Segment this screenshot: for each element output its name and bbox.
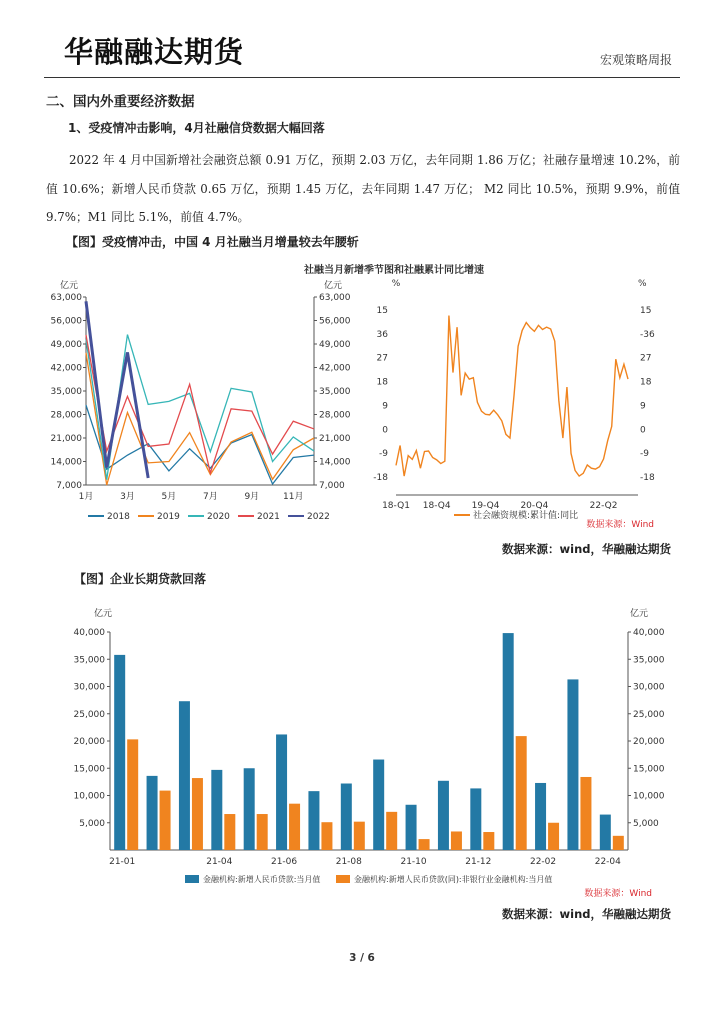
bar-left-tick-label: 40,000	[73, 628, 105, 638]
yoy-right-tick-label: 15	[640, 306, 652, 316]
legend-label-2018: 2018	[107, 512, 130, 522]
left-unit-label: 亿元	[59, 281, 78, 291]
bar-left-tick-label: 25,000	[73, 709, 105, 720]
x-tick-label: 9月	[244, 492, 260, 502]
bar-x-tick-label: 21-06	[270, 857, 298, 867]
figure2-source: 数据来源：wind，华融融达期货	[502, 907, 671, 921]
yoy-x-tick-label: 18-Q1	[382, 501, 410, 511]
right-tick-label: 49,000	[319, 340, 351, 350]
bar-blue	[341, 784, 352, 850]
bar-orange	[386, 812, 397, 850]
bar-right-tick-label: 30,000	[633, 682, 665, 693]
page-number: 3 / 6	[349, 952, 375, 964]
bar-blue	[147, 776, 158, 850]
left-tick-label: 21,000	[50, 434, 82, 444]
yoy-left-tick-label: 0	[382, 425, 388, 436]
bar-blue	[114, 655, 125, 850]
yoy-legend-label: 社会融资规模:累计值:同比	[473, 511, 579, 521]
bar-orange	[192, 778, 203, 850]
bar-x-tick-label: 21-10	[400, 857, 427, 867]
bar-x-tick-label: 21-12	[465, 857, 492, 867]
bar-right-unit: 亿元	[630, 609, 649, 619]
right-tick-label: 14,000	[319, 457, 351, 468]
bar-blue	[600, 815, 611, 850]
right-tick-label: 63,000	[319, 293, 351, 303]
bar-blue	[211, 770, 222, 850]
left-tick-label: 7,000	[56, 481, 82, 491]
bar-left-tick-label: 15,000	[73, 764, 105, 775]
yoy-right-tick-label: 27	[640, 353, 652, 364]
left-tick-label: 56,000	[50, 316, 82, 327]
section-title: 二、国内外重要经济数据	[46, 94, 195, 110]
yoy-left-tick-label: 18	[376, 377, 388, 388]
series-line-2019	[86, 353, 314, 485]
yoy-right-unit: %	[638, 279, 647, 289]
x-tick-label: 3月	[120, 492, 135, 502]
right-tick-label: 42,000	[319, 363, 351, 374]
x-tick-label: 11月	[283, 492, 304, 502]
legend-label-2022: 2022	[307, 512, 330, 522]
bar-left-tick-label: 20,000	[73, 737, 105, 747]
bar-right-tick-label: 25,000	[633, 709, 665, 720]
left-tick-label: 49,000	[50, 340, 82, 350]
yoy-right-tick-label: -18	[640, 473, 655, 483]
yoy-left-tick-label: 36	[376, 329, 388, 340]
figure1-source: 数据来源：wind，华融融达期货	[502, 542, 671, 556]
figure1-title: 社融当月新增季节图和社融累计同比增速	[304, 265, 484, 276]
bar-blue	[244, 768, 255, 850]
right-tick-label: 35,000	[319, 387, 351, 397]
left-tick-label: 35,000	[50, 387, 82, 397]
bar-orange	[224, 814, 235, 850]
bar-orange	[451, 831, 462, 850]
right-tick-label: 21,000	[319, 434, 351, 444]
bar-left-tick-label: 5,000	[79, 818, 105, 829]
right-unit-label: 亿元	[324, 281, 343, 291]
legend-label-2021: 2021	[257, 512, 280, 522]
bar-orange	[516, 736, 527, 850]
bar-blue	[308, 791, 319, 850]
subsection-title: 1、受疫情冲击影响，4月社融信贷数据大幅回落	[68, 121, 325, 135]
yoy-x-tick-label: 18-Q4	[422, 501, 451, 511]
bar-right-tick-label: 5,000	[633, 818, 659, 829]
bar-blue	[276, 734, 287, 850]
brand-title: 华融融达期货	[64, 35, 245, 69]
bar-x-tick-label: 22-02	[529, 857, 557, 867]
bar-legend-label-orange: 金融机构:新增人民币贷款(同):非银行业金融机构:当月值	[354, 875, 553, 884]
bar-orange	[613, 836, 624, 850]
left-tick-label: 14,000	[50, 457, 82, 468]
x-tick-label: 1月	[78, 492, 94, 502]
bar-orange	[548, 823, 559, 850]
bar-orange	[127, 739, 138, 850]
bar-orange	[321, 822, 332, 850]
yoy-series-line	[396, 316, 628, 477]
bar-x-tick-label: 21-01	[109, 857, 136, 867]
yoy-x-tick-label: 19-Q4	[471, 501, 500, 511]
yoy-x-tick-label: 20-Q4	[520, 501, 549, 511]
bar-left-unit: 亿元	[94, 609, 113, 619]
legend-label-2020: 2020	[207, 512, 230, 522]
yoy-x-tick-label: 22-Q2	[589, 501, 618, 511]
report-type: 宏观策略周报	[599, 53, 672, 67]
right-tick-label: 56,000	[319, 316, 351, 327]
bar-orange	[483, 832, 494, 850]
seasonal-panel	[51, 279, 351, 522]
bar-left-tick-label: 10,000	[73, 791, 105, 802]
right-tick-label: 28,000	[319, 410, 351, 421]
bar-right-tick-label: 35,000	[633, 655, 665, 666]
yoy-left-tick-label: 15	[376, 306, 388, 316]
left-tick-label: 42,000	[50, 363, 82, 374]
bar-x-tick-label: 21-04	[206, 857, 233, 867]
left-tick-label: 63,000	[50, 293, 82, 303]
bar-x-tick-label: 22-04	[594, 857, 621, 867]
yoy-right-tick-label: 9	[640, 401, 646, 412]
bar-blue	[373, 760, 384, 850]
bar-blue	[567, 679, 578, 850]
figure1-chart	[36, 255, 688, 535]
right-tick-label: 7,000	[319, 481, 345, 491]
bar-blue	[406, 805, 417, 850]
yoy-left-unit: %	[391, 279, 401, 289]
body-paragraph: 2022 年 4 月中国新增社会融资总额 0.91 万亿，预期 2.03 万亿，去年同期 1.86 万亿；社融存量增速 10.2%，前值 10.6%；新增人民币贷款 0.65 万亿，预期 1.45 万亿，去年同期 1.47 万亿； M2 同比 10.5%，预期 9.9%，前值 9.7%；M1 同比 5.1%，前值 4.7%。	[46, 153, 680, 224]
loan-bar-panel	[74, 607, 665, 884]
bar-orange	[160, 791, 171, 850]
bar-orange	[257, 814, 268, 850]
left-tick-label: 28,000	[50, 410, 82, 421]
yoy-left-tick-label: -9	[379, 449, 388, 460]
yoy-panel	[373, 279, 655, 521]
bar-left-tick-label: 35,000	[73, 655, 105, 666]
yoy-right-tick-label: 0	[640, 425, 646, 436]
bar-blue	[438, 781, 449, 850]
x-tick-label: 7月	[202, 492, 218, 502]
bar-blue	[179, 701, 190, 850]
figure2-wind-note: 数据来源：Wind	[584, 889, 652, 899]
header-divider	[44, 77, 680, 78]
figure1-caption: 【图】受疫情冲击，中国 4 月社融当月增量较去年腰斩	[66, 235, 359, 249]
bar-orange	[419, 839, 430, 850]
yoy-left-tick-label: 27	[376, 353, 388, 364]
bar-orange	[580, 777, 591, 850]
figure2-chart	[52, 600, 682, 900]
figure2-caption: 【图】企业长期贷款回落	[74, 572, 207, 586]
bar-right-tick-label: 40,000	[633, 628, 665, 638]
yoy-right-tick-label: -36	[640, 329, 655, 340]
bar-blue	[535, 783, 546, 850]
yoy-left-tick-label: 9	[382, 401, 388, 412]
bar-x-tick-label: 21-08	[335, 857, 362, 867]
figure1-wind-note: 数据来源：Wind	[586, 520, 654, 530]
bar-legend-swatch-blue	[185, 875, 199, 883]
x-tick-label: 5月	[161, 492, 177, 502]
bar-legend-swatch-orange	[336, 875, 350, 883]
bar-legend-label-blue: 金融机构:新增人民币贷款:当月值	[203, 875, 321, 884]
bar-blue	[503, 633, 514, 850]
bar-right-tick-label: 20,000	[633, 737, 665, 747]
bar-blue	[470, 788, 481, 850]
legend-label-2019: 2019	[157, 512, 180, 522]
yoy-right-tick-label: -9	[640, 449, 649, 460]
bar-left-tick-label: 30,000	[73, 682, 105, 693]
bar-right-tick-label: 10,000	[633, 791, 665, 802]
bar-right-tick-label: 15,000	[633, 764, 665, 775]
yoy-right-tick-label: 18	[640, 377, 652, 388]
bar-orange	[289, 804, 300, 850]
bar-orange	[354, 822, 365, 850]
yoy-left-tick-label: -18	[373, 473, 388, 483]
